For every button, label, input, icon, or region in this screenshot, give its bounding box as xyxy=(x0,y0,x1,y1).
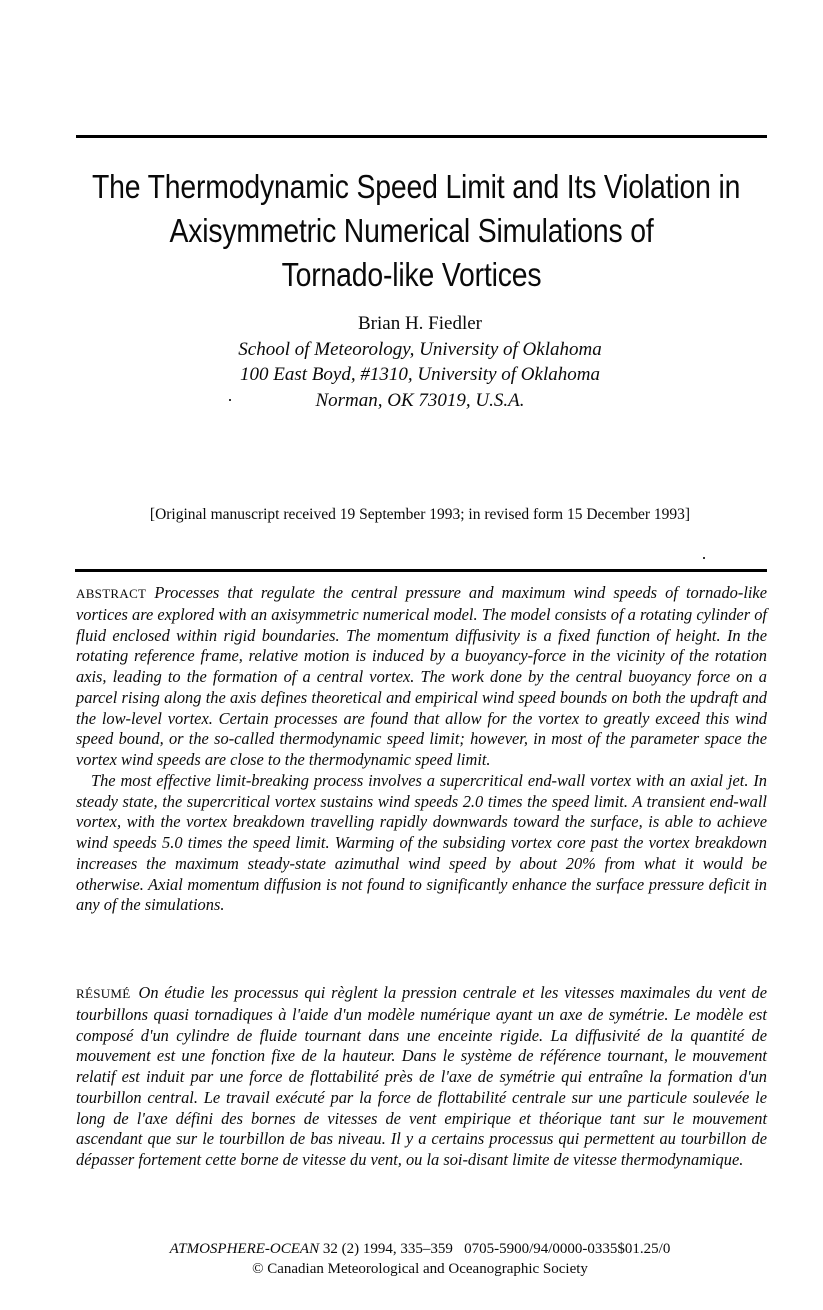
manuscript-received-note: [Original manuscript received 19 September 1993; in revised form 15 December 1993] xyxy=(149,506,691,523)
title-line-1: The Thermodynamic Speed Limit and Its Violation in xyxy=(92,168,741,205)
title-line-2: Axisymmetric Numerical Simulations of xyxy=(169,212,654,249)
affiliation-line-1: School of Meteorology, University of Oklahoma xyxy=(238,338,602,360)
title-line-3: Tornado-like Vortices xyxy=(281,256,542,293)
abstract-paragraph-1-text: Processes that regulate the central pressure and maximum wind speeds of tornado-like vortices are explored with an axisymmetric numerical model. The model consists of a rotating cylinder of fluid enclosed within rigid boundaries. The momentum diffusivity is a fixed function of height. In the rotating reference frame, relative motion is induced by a buoyancy-force in the vicinity of the rotation axis, leading to the formation of a central vortex. The work done by the central buoyancy force on a parcel rising along the axis defines theoretical and empirical wind speed bounds on both the updraft and the low-level vortex. Certain processes are found that allow for the vortex to greatly exceed this wind speed bound, or the so-called thermodynamic speed limit; however, in most of the parameter space the vortex wind speeds are close to the thermodynamic speed limit. xyxy=(76,583,767,769)
journal-code: 0705-5900/94/0000-0335$01.25/0 xyxy=(464,1241,671,1257)
resume-paragraph xyxy=(76,983,767,1171)
paper-title xyxy=(92,165,741,297)
resume-label: RÉSUMÉ xyxy=(76,986,131,1001)
copyright-line: © Canadian Meteorological and Oceanographic Society xyxy=(252,1261,588,1277)
author-name: Brian H. Fiedler xyxy=(357,313,482,334)
abstract-label: ABSTRACT xyxy=(76,586,147,601)
scan-speck xyxy=(703,557,705,559)
resume-text: On étudie les processus qui règlent la pression centrale et les vitesses maximales du vent de tourbillons quasi tornadiques à l'aide d'un modèle numérique ayant un axe de symétrie. Le modèle est composé d'un cylindre de fluide tournant dans une enceinte rigide. La diffusivité de la quantité de mouvement est une fonction fixe de la hauteur. Dans le système de référence tournant, le mouvement relatif est induit par une force de flottabilité près de l'axe de symétrie qui entraîne la formation d'un tourbillon central. Le travail exécuté par la force de flottabilité centrale sur une particule soulevée le long de l'axe défini des bornes de vitesses de vent empirique et théorique tant sur le mouvement ascendant que sur le tourbillon de bas niveau. Il y a certains processus qui permettent au tourbillon de dépasser fortement cette borne de vitesse du vent, ou la soi-disant limite de vitesse thermodynamique. xyxy=(76,983,767,1169)
author-block xyxy=(100,311,740,413)
journal-name: ATMOSPHERE-OCEAN xyxy=(169,1241,320,1257)
abstract-paragraph-2: The most effective limit-breaking process involves a supercritical end-wall vortex with an axial jet. In steady state, the supercritical vortex sustains wind speeds 2.0 times the speed limit. A transient end-wall vortex, with the vortex breakdown travelling rapidly downwards toward the surface, is able to achieve wind speeds 5.0 times the speed limit. Warming of the subsiding vortex core past the vortex breakdown increases the maximum steady-state azimuthal wind speed by about 20% from what it would be otherwise. Axial momentum diffusion is not found to significantly enhance the surface pressure deficit in any of the simulations. xyxy=(76,770,767,915)
top-horizontal-rule xyxy=(76,135,767,138)
resume-section xyxy=(76,983,767,1171)
abstract-paragraph-1 xyxy=(76,583,767,771)
abstract-horizontal-rule xyxy=(75,569,767,572)
journal-citation-line xyxy=(60,1239,780,1259)
journal-footer xyxy=(60,1239,780,1279)
abstract-section xyxy=(76,583,767,916)
affiliation-line-2: 100 East Boyd, #1310, University of Oklahoma xyxy=(240,364,600,385)
affiliation-line-3: Norman, OK 73019, U.S.A. xyxy=(315,389,525,411)
scan-speck xyxy=(229,399,231,401)
journal-citation: 32 (2) 1994, 335–359 xyxy=(319,1241,453,1257)
